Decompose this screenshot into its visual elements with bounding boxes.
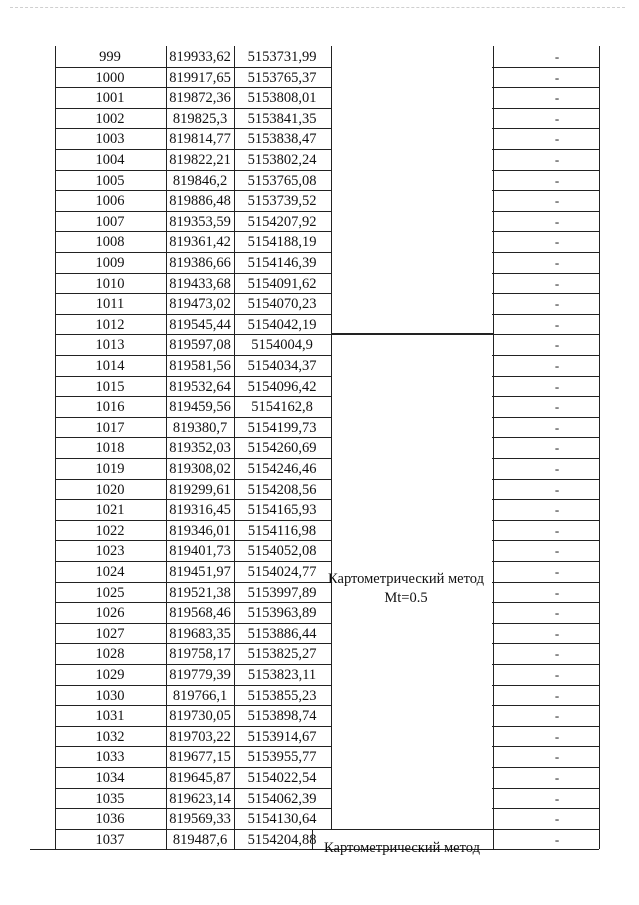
coordinate-x: 819825,3 xyxy=(172,110,228,127)
point-number: 1000 xyxy=(95,69,125,86)
coordinate-x: 819623,14 xyxy=(169,790,231,807)
coordinate-x: 819380,7 xyxy=(172,419,228,436)
error-value: - xyxy=(554,193,560,209)
error-value: - xyxy=(554,131,560,147)
point-number: 1034 xyxy=(95,770,125,786)
point-number: 1008 xyxy=(95,234,125,251)
point-number: 1012 xyxy=(95,316,125,333)
coordinate-x: 819683,35 xyxy=(169,625,231,642)
coordinate-y: 5154042,19 xyxy=(247,316,317,333)
coordinate-x: 819361,42 xyxy=(169,234,231,251)
coordinate-x: 819299,61 xyxy=(169,481,231,498)
point-number: 1032 xyxy=(95,728,125,745)
error-value: - xyxy=(554,275,560,291)
table-row xyxy=(55,190,599,212)
point-number: 1003 xyxy=(95,131,125,148)
coordinate-x: 819386,66 xyxy=(169,255,231,271)
error-value: - xyxy=(554,605,560,621)
table-row xyxy=(55,437,599,459)
table-row xyxy=(55,67,599,89)
point-number: 999 xyxy=(99,49,121,65)
point-number: 1017 xyxy=(95,419,125,436)
point-number: 1013 xyxy=(95,337,125,354)
coordinate-y: 5153802,24 xyxy=(247,152,317,168)
error-value: - xyxy=(554,255,560,270)
error-value: - xyxy=(554,770,560,785)
error-value: - xyxy=(554,749,560,765)
coordinate-x: 819353,59 xyxy=(169,213,231,230)
error-value: - xyxy=(554,316,560,332)
error-value: - xyxy=(554,152,560,167)
error-value: - xyxy=(554,378,560,394)
point-number: 1019 xyxy=(95,461,125,477)
point-number: 1031 xyxy=(95,708,125,725)
coordinate-x: 819933,62 xyxy=(169,49,231,65)
coordinate-y: 5153855,23 xyxy=(247,687,317,704)
coordinate-x: 819568,46 xyxy=(169,605,231,622)
error-value: - xyxy=(554,728,560,744)
error-value: - xyxy=(554,625,560,641)
table-row xyxy=(55,231,599,253)
coordinate-x: 819872,36 xyxy=(169,90,231,107)
point-number: 1014 xyxy=(95,358,125,374)
table-grid-line xyxy=(493,46,494,849)
coordinate-y: 5154165,93 xyxy=(247,502,317,519)
point-number: 1037 xyxy=(95,831,125,848)
method-note xyxy=(319,570,493,608)
table-grid-line xyxy=(166,46,167,849)
table-row xyxy=(55,273,599,295)
point-number: 1002 xyxy=(95,110,125,127)
error-value: - xyxy=(554,564,560,579)
coordinate-y: 5153886,44 xyxy=(247,625,317,642)
coordinate-y: 5153997,89 xyxy=(247,584,317,601)
coordinate-x: 819473,02 xyxy=(169,296,231,313)
coordinate-y: 5153825,27 xyxy=(247,646,317,663)
table-row xyxy=(55,170,599,192)
coordinate-y: 5154188,19 xyxy=(247,234,317,251)
error-value: - xyxy=(554,790,560,806)
coordinate-x: 819521,38 xyxy=(169,584,231,601)
error-value: - xyxy=(554,708,560,724)
table-row xyxy=(55,293,599,315)
table-row xyxy=(55,767,599,789)
error-value: - xyxy=(554,667,560,682)
table-row xyxy=(55,746,599,768)
error-value: - xyxy=(554,110,560,126)
table-row xyxy=(55,499,599,521)
coordinate-x: 819645,87 xyxy=(169,770,231,786)
scan-edge-artifact xyxy=(10,7,625,8)
error-value: - xyxy=(554,461,560,476)
error-value: - xyxy=(554,543,560,559)
point-number: 1006 xyxy=(95,193,125,210)
error-value: - xyxy=(554,358,560,373)
point-number: 1028 xyxy=(95,646,125,663)
table-row xyxy=(55,314,599,336)
table-row xyxy=(55,87,599,109)
point-number: 1023 xyxy=(95,543,125,560)
coordinate-x: 819569,33 xyxy=(169,811,231,828)
table-grid-line xyxy=(599,46,600,849)
table-grid-line xyxy=(331,333,493,334)
coordinate-y: 5154034,37 xyxy=(247,358,317,374)
table-row xyxy=(55,211,599,233)
coordinate-y: 5154260,69 xyxy=(247,440,317,457)
coordinate-y: 5153841,35 xyxy=(247,110,317,127)
point-number: 1029 xyxy=(95,667,125,683)
table-row xyxy=(55,623,599,645)
error-value: - xyxy=(554,234,560,250)
table-row xyxy=(55,46,599,68)
point-number: 1025 xyxy=(95,584,125,601)
table-row xyxy=(55,396,599,418)
coordinate-y: 5153955,77 xyxy=(247,749,317,766)
coordinate-y: 5153838,47 xyxy=(247,131,317,148)
coordinate-x: 819308,02 xyxy=(169,461,231,477)
table-row xyxy=(55,149,599,171)
coordinate-x: 819346,01 xyxy=(169,522,231,539)
point-number: 1009 xyxy=(95,255,125,271)
table-row xyxy=(55,417,599,439)
point-number: 1020 xyxy=(95,481,125,498)
table-row xyxy=(55,458,599,480)
coordinate-y: 5154052,08 xyxy=(247,543,317,560)
point-number: 1015 xyxy=(95,378,125,395)
coordinate-y: 5154070,23 xyxy=(247,296,317,313)
point-number: 1030 xyxy=(95,687,125,704)
table-row xyxy=(55,685,599,707)
table-row xyxy=(55,376,599,398)
error-value: - xyxy=(554,481,560,497)
coordinate-y: 5154130,64 xyxy=(247,811,317,828)
table-row xyxy=(55,726,599,748)
coordinate-x: 819846,2 xyxy=(172,172,228,189)
coordinate-x: 819677,15 xyxy=(169,749,231,766)
coordinate-y: 5153739,52 xyxy=(247,193,317,210)
coordinate-y: 5154004,9 xyxy=(251,337,313,354)
merged-cell-area xyxy=(332,46,492,332)
point-number: 1036 xyxy=(95,811,125,828)
point-number: 1021 xyxy=(95,502,125,519)
table-row xyxy=(55,643,599,665)
table-row xyxy=(55,252,599,274)
error-value: - xyxy=(554,646,560,662)
point-number: 1033 xyxy=(95,749,125,766)
point-number: 1001 xyxy=(95,90,125,107)
error-value: - xyxy=(554,172,560,188)
point-number: 1024 xyxy=(95,564,125,580)
error-value: - xyxy=(554,502,560,518)
point-number: 1018 xyxy=(95,440,125,457)
error-value: - xyxy=(554,90,560,106)
coordinate-y: 5154022,54 xyxy=(247,770,317,786)
table-row xyxy=(55,808,599,830)
table-row xyxy=(55,664,599,686)
table-row xyxy=(55,788,599,810)
coordinate-y: 5154208,56 xyxy=(247,481,317,498)
coordinate-y: 5153898,74 xyxy=(247,708,317,725)
error-value: - xyxy=(554,399,560,415)
coordinate-x: 819401,73 xyxy=(169,543,231,560)
coordinate-y: 5154024,77 xyxy=(247,564,317,580)
coordinate-x: 819779,39 xyxy=(169,667,231,683)
point-number: 1026 xyxy=(95,605,125,622)
coordinate-y: 5154162,8 xyxy=(251,399,313,416)
coordinate-y: 5153823,11 xyxy=(247,667,317,683)
table-row xyxy=(55,540,599,562)
error-value: - xyxy=(554,419,560,435)
coordinate-x: 819545,44 xyxy=(169,316,231,333)
method-note-line2: Mt=0.5 xyxy=(384,590,428,606)
table-grid-line xyxy=(55,46,56,849)
point-number: 1011 xyxy=(95,296,125,313)
coordinate-y: 5154199,73 xyxy=(247,419,317,436)
error-value: - xyxy=(554,69,560,85)
table-row xyxy=(55,334,599,356)
method-note-last: Картометрический метод xyxy=(324,840,480,856)
point-number: 1035 xyxy=(95,790,125,807)
coordinate-x: 819886,48 xyxy=(169,193,231,210)
coordinate-x: 819487,6 xyxy=(172,831,228,848)
table-grid-line xyxy=(234,46,235,849)
coordinate-y: 5153731,99 xyxy=(247,49,317,65)
coordinate-x: 819316,45 xyxy=(169,502,231,519)
coordinate-y: 5154246,46 xyxy=(247,461,317,477)
coordinate-y: 5154062,39 xyxy=(247,790,317,807)
coordinate-y: 5154146,39 xyxy=(247,255,317,271)
point-number: 1005 xyxy=(95,172,125,189)
error-value: - xyxy=(554,687,560,703)
coordinate-x: 819532,64 xyxy=(169,378,231,395)
table-row xyxy=(55,520,599,542)
coordinate-x: 819581,56 xyxy=(169,358,231,374)
point-number: 1010 xyxy=(95,275,125,292)
coordinate-y: 5153765,37 xyxy=(247,69,317,86)
table-row xyxy=(55,355,599,377)
coordinate-x: 819758,17 xyxy=(169,646,231,663)
coordinate-x: 819352,03 xyxy=(169,440,231,457)
error-value: - xyxy=(554,811,560,827)
coordinate-x: 819459,56 xyxy=(169,399,231,416)
method-note-line1: Картометрический метод xyxy=(328,571,484,587)
coordinate-y: 5154096,42 xyxy=(247,378,317,395)
coordinate-x: 819822,21 xyxy=(169,152,231,168)
error-value: - xyxy=(554,296,560,312)
error-value: - xyxy=(554,831,560,847)
coordinate-x: 819814,77 xyxy=(169,131,231,148)
table-row xyxy=(55,108,599,130)
error-value: - xyxy=(554,584,560,600)
point-number: 1007 xyxy=(95,213,125,230)
error-value: - xyxy=(554,337,560,353)
table-row xyxy=(55,479,599,501)
error-value: - xyxy=(554,440,560,456)
point-number: 1004 xyxy=(95,152,125,168)
error-value: - xyxy=(554,522,560,538)
coordinate-x: 819433,68 xyxy=(169,275,231,292)
coordinate-y: 5153808,01 xyxy=(247,90,317,107)
point-number: 1016 xyxy=(95,399,125,416)
coordinate-x: 819703,22 xyxy=(169,728,231,745)
coordinate-y: 5154207,92 xyxy=(247,213,317,230)
coordinate-x: 819451,97 xyxy=(169,564,231,580)
point-number: 1022 xyxy=(95,522,125,539)
error-value: - xyxy=(554,49,560,64)
coordinate-y: 5153963,89 xyxy=(247,605,317,622)
table-row xyxy=(55,705,599,727)
table-row xyxy=(55,128,599,150)
coordinate-x: 819597,08 xyxy=(169,337,231,354)
error-value: - xyxy=(554,213,560,229)
coordinate-x: 819730,05 xyxy=(169,708,231,725)
coordinate-x: 819917,65 xyxy=(169,69,231,86)
coordinate-y: 5153914,67 xyxy=(247,728,317,745)
coordinate-y: 5154204,88 xyxy=(247,831,317,848)
point-number: 1027 xyxy=(95,625,125,642)
coordinate-y: 5154091,62 xyxy=(247,275,317,292)
coordinate-y: 5154116,98 xyxy=(247,522,317,539)
coordinate-x: 819766,1 xyxy=(172,687,228,704)
coordinate-y: 5153765,08 xyxy=(247,172,317,189)
